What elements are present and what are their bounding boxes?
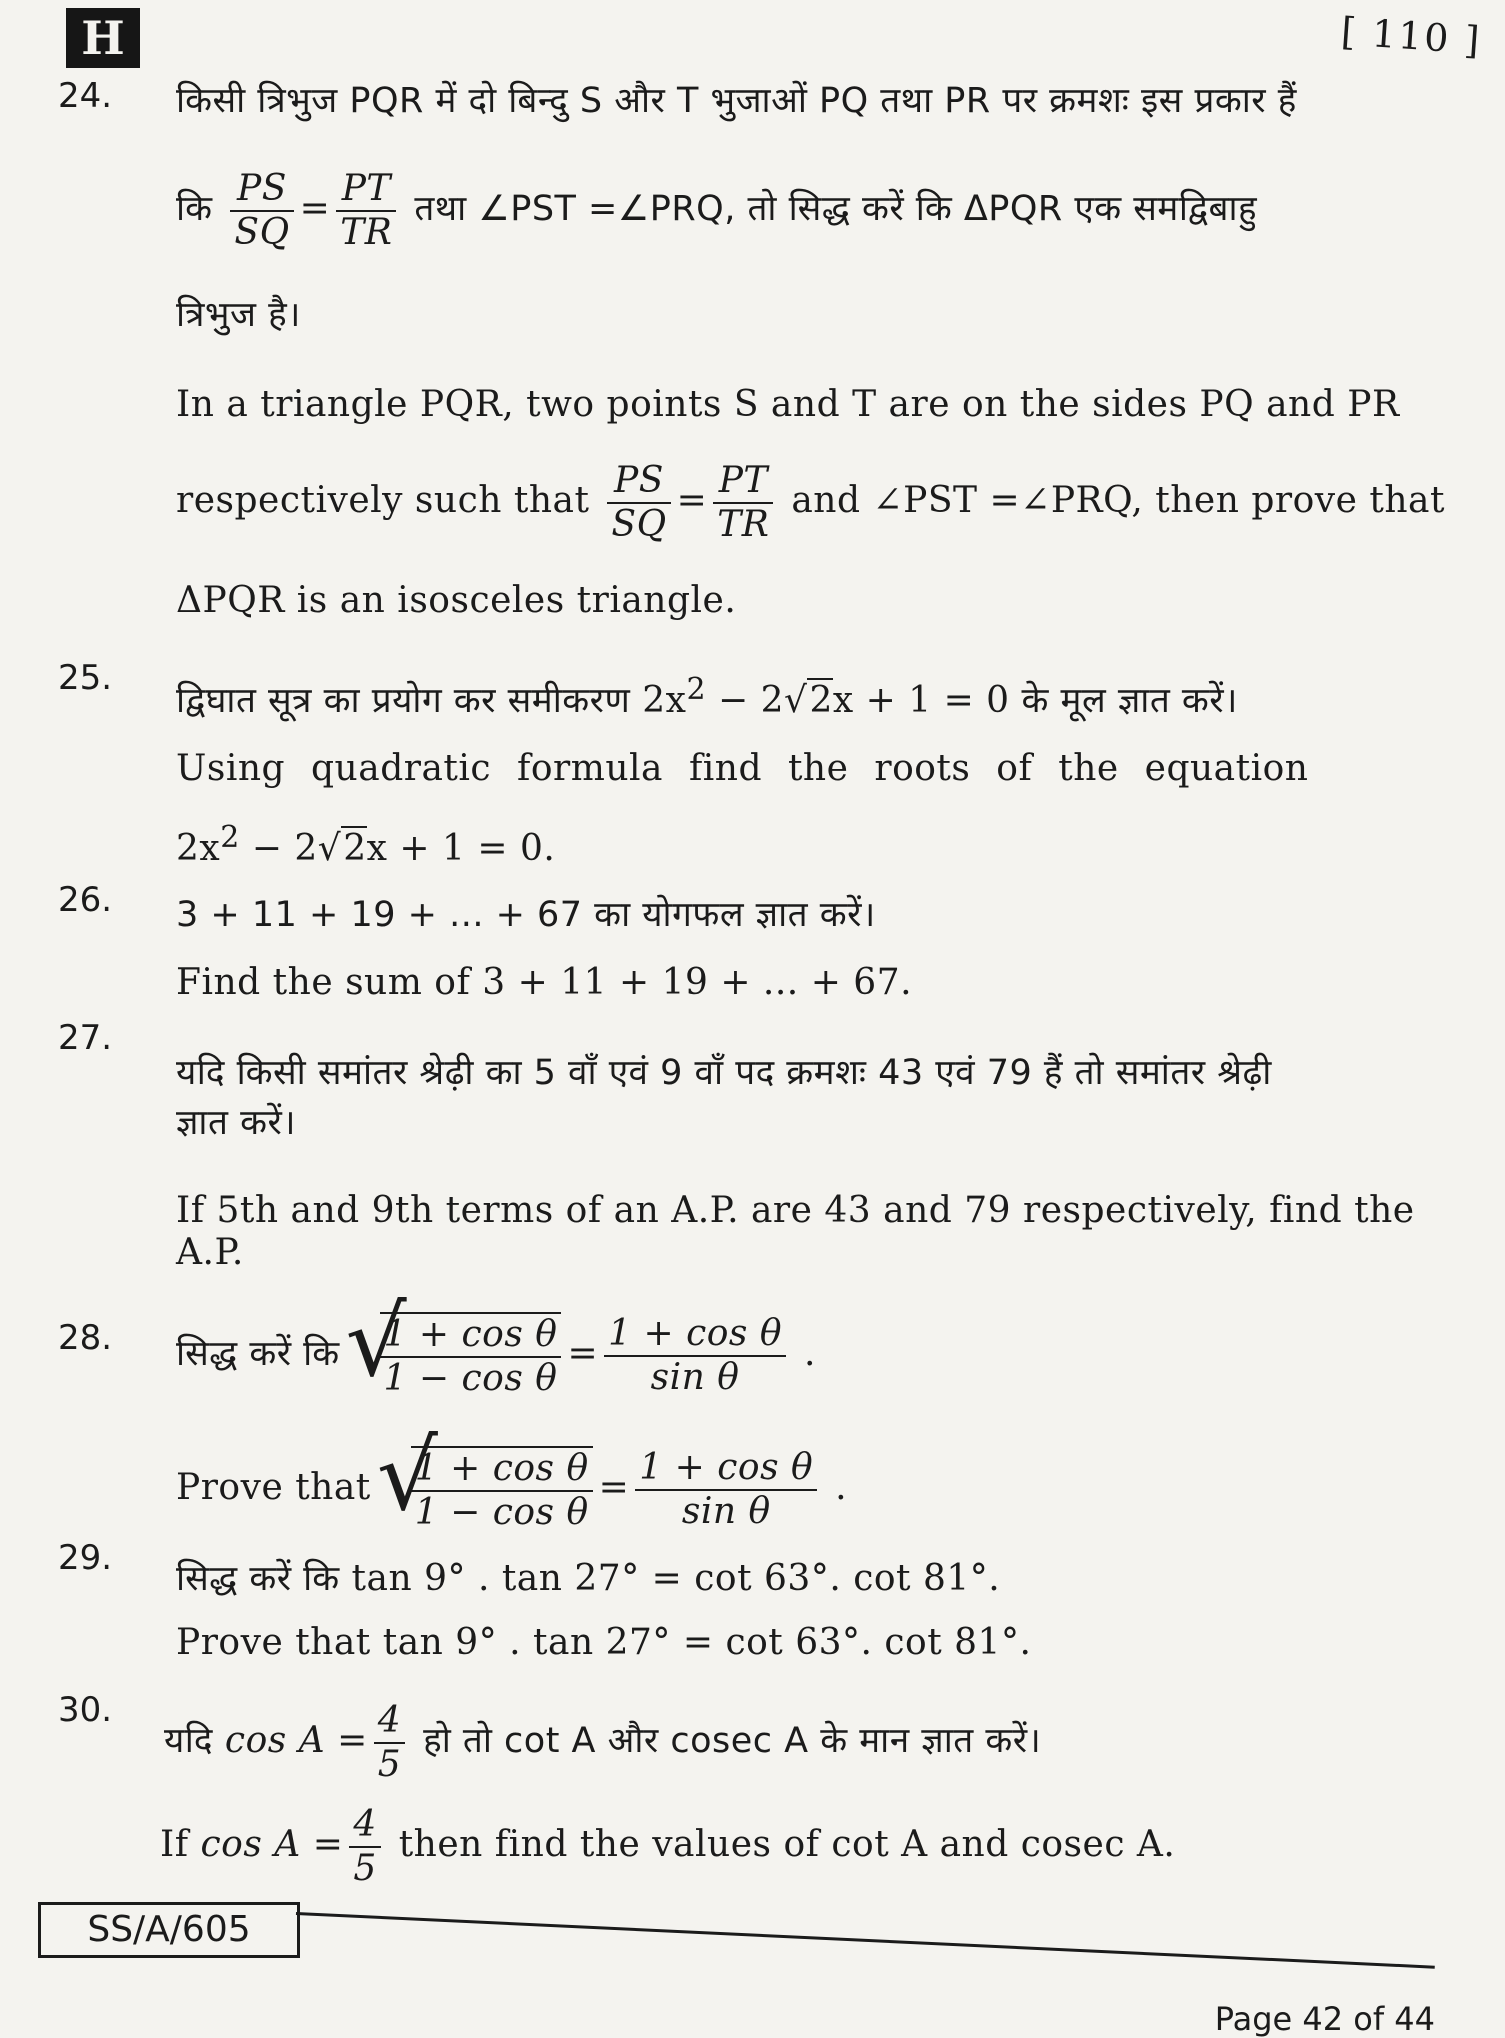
square-root: √ $\frac{\text{1 + cos θ}}{\text{1 − cos θ}}$ — [352, 1312, 562, 1400]
question-24-english-line-3: ΔPQR is an isosceles triangle. — [176, 580, 737, 621]
question-28-hindi: सिद्ध करें कि √ $\frac{\text{1 + cos θ}}{\text{1 − cos θ}}$ = $\frac{\text{1 + cos θ}}{\text{sin θ}}$ . — [176, 1312, 816, 1400]
english-text: respectively such that — [176, 480, 590, 521]
question-24-english-line-1: In a triangle PQR, two points S and T are on the sides PQ and PR — [176, 384, 1400, 425]
fraction-pt-tr: $\frac{PT}{TR}$ — [713, 460, 773, 546]
english-text: Prove that — [176, 1467, 371, 1508]
question-24-english-line-2: respectively such that $\frac{PS}{SQ}$ = $\frac{PT}{TR}$ and ∠PST =∠PRQ, then prove that — [176, 460, 1445, 545]
hindi-text: सिद्ध करें कि — [176, 1559, 340, 1599]
hindi-text: यदि — [164, 1721, 213, 1761]
equation: $2x^2 - 2√2x + 1 = 0$ — [642, 672, 1010, 721]
english-text: If — [160, 1824, 189, 1865]
question-number: 25. — [58, 658, 113, 698]
fraction-ps-sq: $\frac{PS}{SQ}$ — [607, 460, 670, 546]
question-30-english — [160, 1804, 1175, 1890]
question-28-english: Prove that √ $\frac{\text{1 + cos θ}}{\text{1 − cos θ}}$ = $\frac{\text{1 + cos θ}}{\text{sin θ}}$ . — [176, 1446, 847, 1534]
hindi-text: सिद्ध करें कि — [176, 1334, 340, 1374]
question-24-hindi-line-3: त्रिभुज है। — [176, 295, 301, 335]
hindi-text: तथा ∠PST =∠PRQ, तो सिद्ध करें कि ΔPQR एक समद्विबाहु — [414, 189, 1258, 229]
footer-rule — [296, 1912, 1435, 1969]
fraction-rhs: $\frac{\text{1 + cos θ}}{\text{sin θ}}$ — [635, 1447, 817, 1533]
question-26-hindi: 3 + 11 + 19 + ... + 67 का योगफल ज्ञात करें। — [176, 895, 876, 935]
fraction-ps-sq: $\frac{PS}{SQ}$ — [230, 168, 293, 254]
question-number: 28. — [58, 1318, 113, 1358]
hindi-text: हो तो cot A और cosec A के मान ज्ञात करें। — [423, 1721, 1042, 1761]
fraction-4-5: $\frac{4}{5}$ — [349, 1804, 380, 1890]
english-text: Prove that — [176, 1622, 371, 1663]
fraction-rhs: $\frac{\text{1 + cos θ}}{\text{sin θ}}$ — [604, 1313, 786, 1399]
question-25-hindi — [176, 672, 1238, 723]
page-number: Page 42 of 44 — [1214, 2000, 1435, 2038]
question-27-hindi-line-1: यदि किसी समांतर श्रेढ़ी का 5 वाँ एवं 9 वाँ पद क्रमशः 43 एवं 79 हैं तो समांतर श्रेढ़ी — [176, 1053, 1272, 1093]
fraction-4-5: $\frac{4}{5}$ — [374, 1700, 405, 1786]
fraction-pt-tr: $\frac{PT}{TR}$ — [336, 168, 396, 254]
question-number: 29. — [58, 1538, 113, 1578]
page-code: [ 110 ] — [1339, 9, 1483, 63]
hindi-text: कि — [176, 189, 213, 229]
question-27-english-line-1: If 5th and 9th terms of an A.P. are 43 and 79 respectively, find the — [176, 1190, 1415, 1231]
question-27-english-line-2: A.P. — [176, 1232, 244, 1273]
question-24-hindi-line-1: किसी त्रिभुज PQR में दो बिन्दु S और T भुजाओं PQ तथा PR पर क्रमशः इस प्रकार हैं — [176, 81, 1297, 121]
question-29-hindi — [176, 1554, 1000, 1601]
hindi-text: के मूल ज्ञात करें। — [1021, 681, 1238, 721]
question-number: 26. — [58, 880, 113, 920]
trig-expression: tan 9° . tan 27° = cot 63°. cot 81°. — [351, 1558, 1001, 1599]
cos-expression: cos A = — [224, 1720, 368, 1761]
question-number: 30. — [58, 1690, 113, 1730]
english-text: and ∠PST =∠PRQ, then prove that — [791, 480, 1445, 521]
hindi-text: द्विघात सूत्र का प्रयोग कर समीकरण — [176, 681, 631, 721]
cos-expression: cos A = — [200, 1824, 344, 1865]
trig-expression: tan 9° . tan 27° = cot 63°. cot 81°. — [382, 1622, 1032, 1663]
question-number: 27. — [58, 1018, 113, 1058]
square-root: √ $\frac{\text{1 + cos θ}}{\text{1 − cos θ}}$ — [383, 1446, 593, 1534]
question-24-hindi-line-2: कि $\frac{PS}{SQ}$ = $\frac{PT}{TR}$ तथा ∠PST =∠PRQ, तो सिद्ध करें कि ΔPQR एक समद्विबाहु — [176, 168, 1258, 253]
paper-code-box: SS/A/605 — [38, 1902, 300, 1958]
question-30-hindi — [164, 1700, 1041, 1786]
question-25-equation: $2x^2 - 2√2x + 1 = 0$. — [176, 820, 556, 869]
english-text: then find the values of cot A and cosec A. — [398, 1824, 1176, 1865]
question-27-hindi-line-2: ज्ञात करें। — [176, 1103, 297, 1143]
question-number: 24. — [58, 76, 113, 116]
question-25-english: Using quadratic formula find the roots of the equation — [176, 748, 1309, 789]
set-badge: H — [66, 8, 140, 68]
question-29-english — [176, 1622, 1031, 1663]
question-26-english: Find the sum of 3 + 11 + 19 + ... + 67. — [176, 962, 913, 1003]
